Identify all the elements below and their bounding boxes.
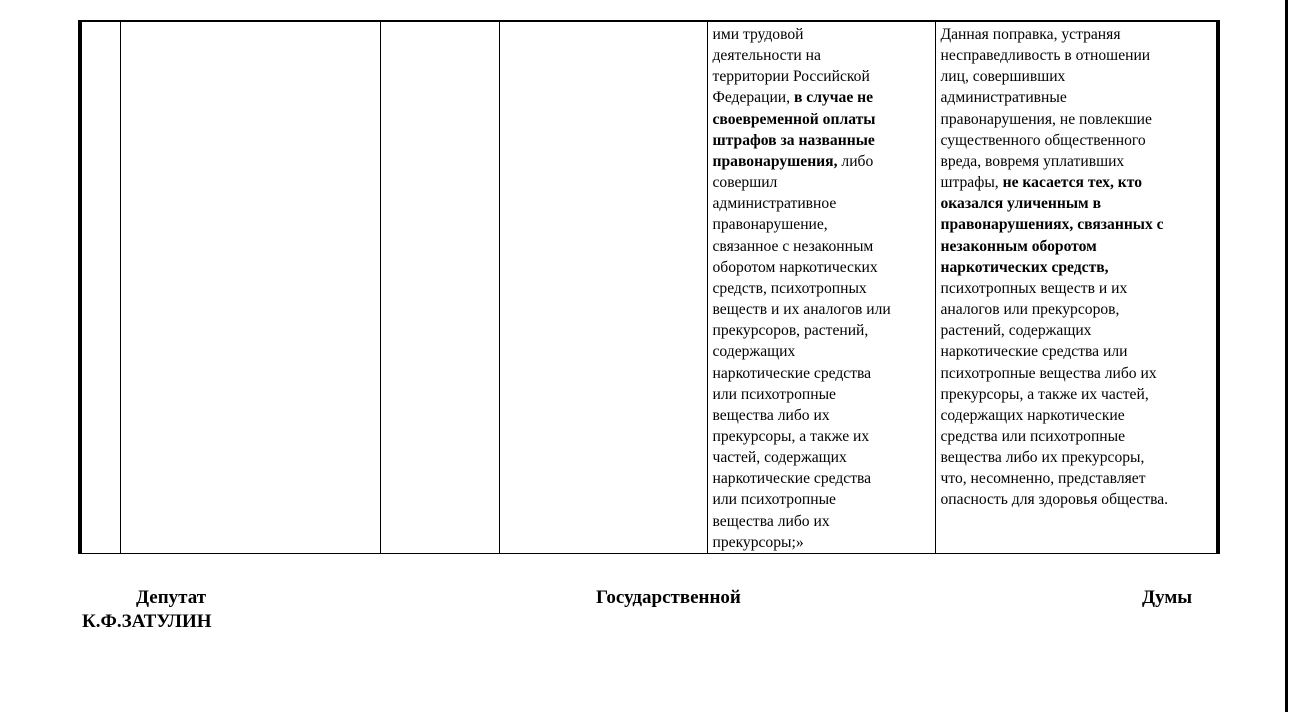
signature-title-duma: Думы [1142,587,1193,608]
number-cell [80,21,120,553]
amendment-text [713,24,931,553]
justification-text-bold: не касается тех, кто оказался уличенным в правонарушениях, связанных с незаконным оборотом наркотических средств, [940,174,1164,276]
justification-text-part1: Данная поправка, устраняя несправедливость в отношении лиц, совершивших административные правонарушения, не повлекшие существенного общественного вреда, вовремя уплативших штрафы, [940,26,1152,192]
table-row [80,21,1218,553]
amendment-table [78,20,1220,554]
amendment-text-bold: в случае не своевременной оплаты штрафов за названные правонарушения, [712,89,876,170]
justification-cell [935,21,1218,553]
signature-title-state: Государственной [596,587,741,608]
amendment-text-cell [707,21,935,553]
signature-name: К.Ф.ЗАТУЛИН [82,611,212,632]
justification-text-part2: психотропных веществ и их аналогов или прекурсоров, растений, содержащих наркотические средства или психотропные вещества либо их прекурсоры, а также их частей, содержащих наркотические средства или психотропные вещества либо их прекурсоры, что, несомненно, представляет опасность для здоровья общества. [940,279,1169,509]
current-text-cell [499,21,707,553]
page-edge-line [1285,0,1288,712]
author-cell [380,21,499,553]
amendment-text-part2: либо совершил административное правонарушение, связанное с незаконным оборотом наркотических средств, психотропных веществ и их аналогов или прекурсоров, растений, содержащих наркотические средства или психотропные вещества либо их прекурсоры, а также их частей, содержащих наркотические средства или психотропные вещества либо их прекурсоры;» [712,152,891,551]
signature-title-deputy: Депутат [136,587,207,608]
article-cell [120,21,380,553]
amendment-text-part1: ими трудовой деятельности на территории Российской Федерации, [712,26,870,107]
justification-text [941,24,1213,511]
